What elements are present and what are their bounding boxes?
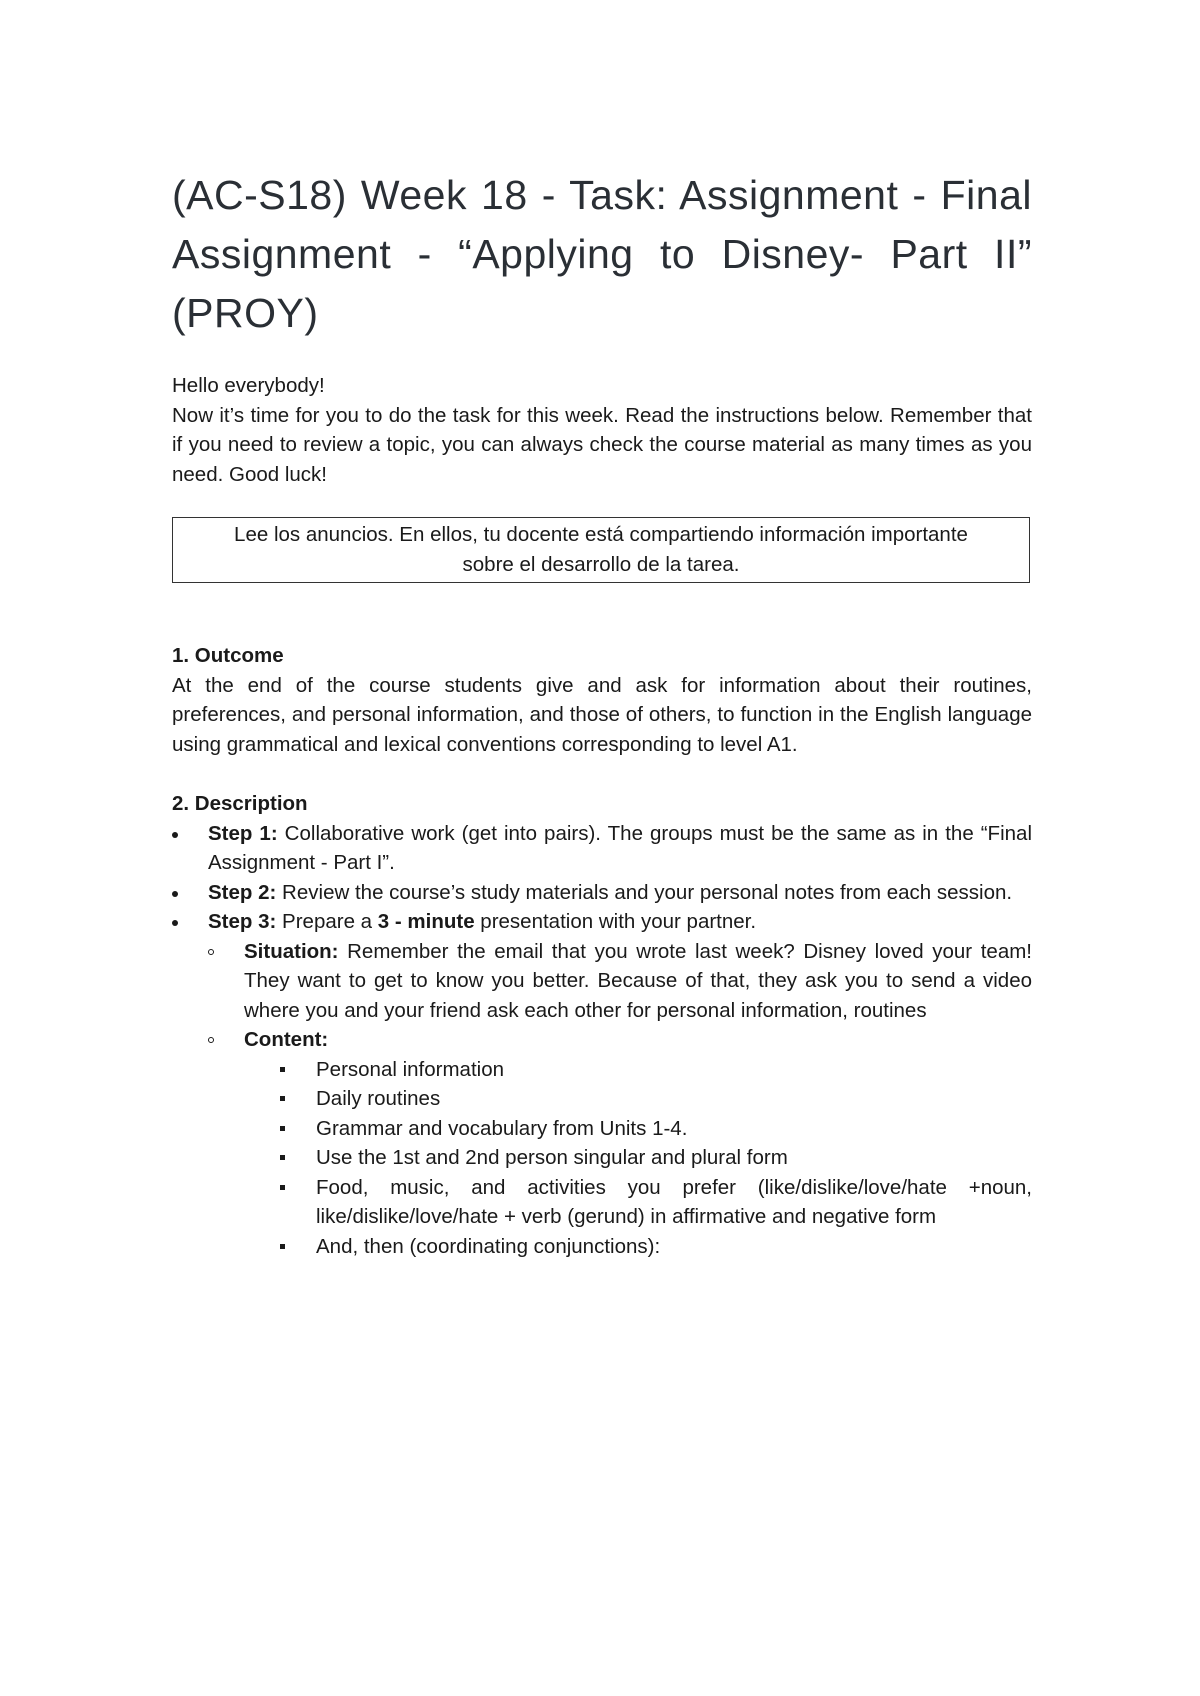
outcome-section xyxy=(172,641,1032,759)
square-bullet-icon xyxy=(280,1067,285,1072)
step-3-emphasis: 3 - minute xyxy=(377,910,475,933)
document-page xyxy=(172,166,1032,1261)
description-heading: 2. Description xyxy=(172,792,308,815)
intro-text: Now it’s time for you to do the task for this week. Read the instructions below. Remember that if you need to review a topic, you can always check the course material as many times as you need. Good luck! xyxy=(172,403,1032,486)
content-item-text: Daily routines xyxy=(316,1087,441,1110)
square-bullet-icon xyxy=(280,1244,285,1249)
situation-label: Situation: xyxy=(244,939,339,963)
bullet-icon xyxy=(172,891,178,897)
step-1-label: Step 1: xyxy=(208,821,278,845)
content-list xyxy=(244,1055,1032,1262)
outcome-heading: 1. Outcome xyxy=(172,644,284,667)
content-item-text: And, then (coordinating conjunctions): xyxy=(316,1234,661,1258)
step-1 xyxy=(172,819,1032,878)
content-list-item xyxy=(244,1084,1032,1114)
steps-list xyxy=(172,819,1032,937)
square-bullet-icon xyxy=(280,1185,285,1190)
content-item-text: Use the 1st and 2nd person singular and plural form xyxy=(316,1146,788,1169)
page-title: (AC-S18) Week 18 - Task: Assignment - Final Assignment - “Applying to Disney- Part II” (PROY) xyxy=(172,172,1032,336)
step-3-text-after: presentation with your partner. xyxy=(474,910,757,933)
square-bullet-icon xyxy=(280,1096,285,1101)
content-item-text: Personal information xyxy=(316,1057,505,1081)
content-item-text: Grammar and vocabulary from Units 1-4. xyxy=(316,1116,688,1140)
square-bullet-icon xyxy=(280,1126,285,1131)
circle-bullet-icon xyxy=(208,949,214,955)
step-3-sublist xyxy=(172,937,1032,1055)
step-3-text-before: Prepare a xyxy=(276,910,378,933)
notice-text: Lee los anuncios. En ellos, tu docente está compartiendo información importante sobre el desarrollo de la tarea. xyxy=(234,523,968,576)
content-list-item xyxy=(244,1173,1032,1232)
outcome-text: At the end of the course students give and ask for information about their routines, preferences, and personal information, and those of others, to function in the English language using grammatical and lexical conventions corresponding to level A1. xyxy=(172,673,1032,756)
step-2 xyxy=(172,878,1032,908)
bullet-icon xyxy=(172,832,178,838)
content-item-text: Food, music, and activities you prefer (like/dislike/love/hate +noun, like/dislike/love/hate + verb (gerund) in affirmative and negative form xyxy=(316,1175,1032,1228)
greeting-text: Hello everybody! xyxy=(172,374,325,397)
step-3 xyxy=(172,907,1032,937)
content-list-item xyxy=(244,1143,1032,1173)
content-list-item xyxy=(244,1055,1032,1085)
content-list-item xyxy=(244,1114,1032,1144)
step-3-label: Step 3: xyxy=(208,910,277,933)
step-1-text: Collaborative work (get into pairs). The groups must be the same as in the “Final Assignment - Part I”. xyxy=(208,821,1032,874)
content-item xyxy=(172,1025,1032,1055)
bullet-icon xyxy=(172,920,178,926)
notice-box xyxy=(172,517,1030,583)
content-label: Content: xyxy=(244,1028,329,1051)
square-bullet-icon xyxy=(280,1155,285,1160)
circle-bullet-icon xyxy=(208,1037,214,1043)
description-section xyxy=(172,789,1032,1261)
step-2-label: Step 2: xyxy=(208,880,277,904)
step-2-text: Review the course’s study materials and your personal notes from each session. xyxy=(276,880,1013,904)
situation-text: Remember the email that you wrote last week? Disney loved your team! They want to get to know you better. Because of that, they ask you to send a video where you and your friend ask each other for personal information, routines xyxy=(244,939,1032,1022)
content-list-item xyxy=(244,1232,1032,1262)
intro-block xyxy=(172,371,1032,489)
situation-item xyxy=(172,937,1032,1026)
